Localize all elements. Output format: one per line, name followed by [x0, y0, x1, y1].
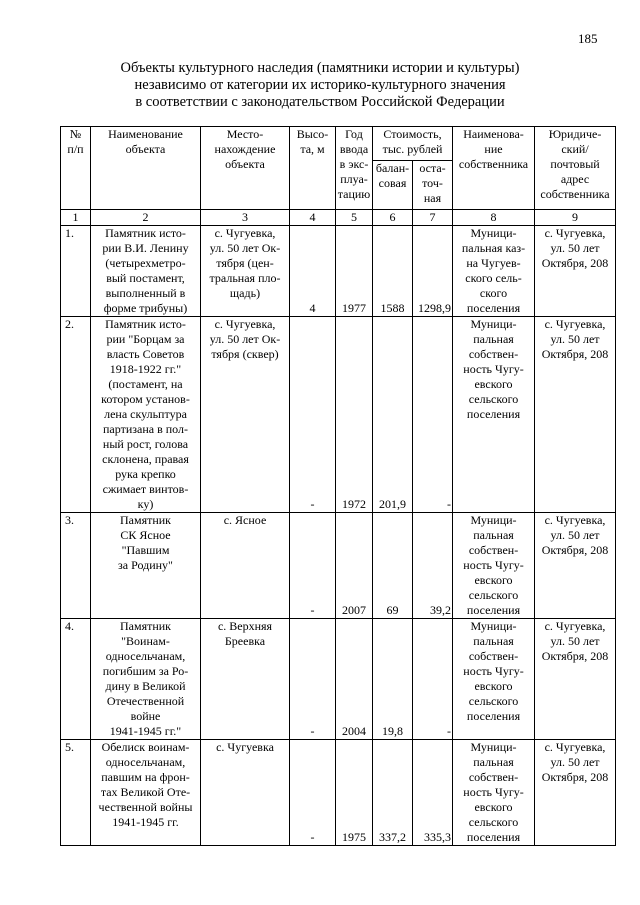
- balance-cost: 1588: [373, 226, 413, 317]
- object-location-line: с. Чугуевка,: [214, 317, 276, 331]
- owner-address-line: с. Чугуевка,: [544, 513, 606, 527]
- owner-address-line: Октября, 208: [541, 347, 609, 361]
- column-number: 4: [290, 210, 336, 226]
- balance-cost: 19,8: [373, 619, 413, 740]
- row-number: 5.: [61, 740, 91, 846]
- owner-name-line: ность Чугу-: [463, 785, 524, 799]
- object-location-line: тября (цен-: [216, 256, 274, 270]
- residual-cost: -: [413, 619, 453, 740]
- document-title: [0, 60, 640, 111]
- owner-name-line: поселения: [466, 301, 521, 315]
- owner-name-line: Муници-: [470, 513, 517, 527]
- object-location-line: тральная пло-: [209, 271, 281, 285]
- owner-name-line: пальная: [473, 634, 514, 648]
- table-row: [61, 226, 616, 317]
- commission-year: 1972: [336, 317, 373, 513]
- table-row: [61, 317, 616, 513]
- owner-address-line: ул. 50 лет: [550, 755, 600, 769]
- object-height: -: [290, 740, 336, 846]
- object-name: [91, 619, 201, 740]
- object-location-line: щадь): [229, 286, 261, 300]
- owner-name: [453, 317, 535, 513]
- owner-address-line: Октября, 208: [541, 256, 609, 270]
- object-name: [91, 513, 201, 619]
- object-name-line: рии "Борцам за: [106, 332, 185, 346]
- column-number: 2: [91, 210, 201, 226]
- row-number: 4.: [61, 619, 91, 740]
- object-name-line: погибшим за Ро-: [102, 664, 189, 678]
- owner-address-line: Октября, 208: [541, 770, 609, 784]
- column-number: 8: [453, 210, 535, 226]
- object-location: [201, 226, 290, 317]
- owner-address-line: ул. 50 лет: [550, 241, 600, 255]
- owner-address-line: Октября, 208: [541, 649, 609, 663]
- object-name-line: склонена, правая: [102, 452, 189, 466]
- owner-name-line: поселения: [466, 830, 521, 844]
- object-name: [91, 317, 201, 513]
- header-cost: Стоимость, тыс. рублей: [373, 127, 453, 161]
- object-name-line: 1941-1945 гг.: [112, 815, 179, 829]
- object-name-line: вый постамент,: [106, 271, 185, 285]
- owner-name-line: поселения: [466, 709, 521, 723]
- object-name-line: 1941-1945 гг.": [109, 724, 182, 738]
- owner-address-line: с. Чугуевка,: [544, 317, 606, 331]
- owner-address: [535, 619, 616, 740]
- object-name-line: выполненный в: [105, 286, 186, 300]
- owner-address-line: с. Чугуевка,: [544, 740, 606, 754]
- object-height: -: [290, 513, 336, 619]
- column-number: 5: [336, 210, 373, 226]
- owner-name: [453, 740, 535, 846]
- object-name-line: рии В.И. Ленину: [102, 241, 189, 255]
- row-number: 2.: [61, 317, 91, 513]
- object-name-line: войне: [130, 709, 161, 723]
- column-number: 7: [413, 210, 453, 226]
- title-line: независимо от категории их историко-культурного значения: [134, 77, 506, 93]
- owner-name-line: сельского: [468, 694, 519, 708]
- title-line: Объекты культурного наследия (памятники истории и культуры): [120, 60, 520, 76]
- object-location: [201, 619, 290, 740]
- residual-cost: 1298,9: [413, 226, 453, 317]
- column-number: 9: [535, 210, 616, 226]
- column-number: 3: [201, 210, 290, 226]
- object-name-line: Памятник: [119, 619, 172, 633]
- object-name-line: односельчанам,: [105, 755, 186, 769]
- owner-address-line: ул. 50 лет: [550, 332, 600, 346]
- object-name-line: котором установ-: [101, 392, 190, 406]
- object-name-line: сжимает винтов-: [102, 482, 189, 496]
- owner-name-line: евского: [474, 573, 513, 587]
- owner-name-line: ность Чугу-: [463, 558, 524, 572]
- object-name-line: "Воинам-: [121, 634, 170, 648]
- commission-year: 1975: [336, 740, 373, 846]
- object-name-line: рука крепко: [115, 467, 176, 481]
- object-location-line: ул. 50 лет Ок-: [209, 241, 281, 255]
- owner-name-line: Муници-: [470, 226, 517, 240]
- header-height: Высо- та, м: [290, 127, 336, 210]
- balance-cost: 201,9: [373, 317, 413, 513]
- object-name-line: (четырехметро-: [105, 256, 186, 270]
- owner-address-line: ул. 50 лет: [550, 528, 600, 542]
- owner-name-line: Муници-: [470, 317, 517, 331]
- owner-name-line: собствен-: [468, 347, 519, 361]
- object-name: [91, 740, 201, 846]
- owner-address: [535, 740, 616, 846]
- owner-name-line: пальная: [473, 755, 514, 769]
- residual-cost: 335,3: [413, 740, 453, 846]
- object-name-line: ный рост, голова: [102, 437, 189, 451]
- object-height: -: [290, 619, 336, 740]
- header-residual: оста- точ- ная: [413, 161, 453, 210]
- header-location: Место- нахождение объекта: [201, 127, 290, 210]
- residual-cost: -: [413, 317, 453, 513]
- owner-name-line: ность Чугу-: [463, 664, 524, 678]
- commission-year: 2004: [336, 619, 373, 740]
- object-name-line: за Родину": [118, 558, 173, 572]
- object-name-line: Памятник исто-: [105, 226, 186, 240]
- owner-address-line: с. Чугуевка,: [544, 619, 606, 633]
- header-num: № п/п: [61, 127, 91, 210]
- object-name-line: Памятник: [119, 513, 172, 527]
- page-number: 185: [578, 31, 598, 46]
- owner-name-line: Муници-: [470, 619, 517, 633]
- object-name-line: чественной войны: [98, 800, 193, 814]
- object-height: 4: [290, 226, 336, 317]
- object-location-line: тября (сквер): [211, 347, 279, 361]
- owner-address-line: ул. 50 лет: [550, 634, 600, 648]
- owner-name-line: сельского: [468, 588, 519, 602]
- header-name: Наименование объекта: [91, 127, 201, 210]
- object-name-line: односельчанам,: [105, 649, 186, 663]
- owner-name: [453, 226, 535, 317]
- header-year: Год ввода в экс- плуа- тацию: [336, 127, 373, 210]
- object-name-line: форме трибуны): [103, 301, 188, 315]
- object-name-line: (постамент, на: [108, 377, 183, 391]
- owner-address: [535, 226, 616, 317]
- object-name-line: Памятник исто-: [105, 317, 186, 331]
- object-location-line: Бреевка: [224, 634, 266, 648]
- owner-name-line: собствен-: [468, 649, 519, 663]
- commission-year: 1977: [336, 226, 373, 317]
- heritage-table: [60, 126, 616, 846]
- commission-year: 2007: [336, 513, 373, 619]
- object-name-line: Обелиск воинам-: [101, 740, 190, 754]
- object-name-line: 1918-1922 гг.": [109, 362, 182, 376]
- object-location: [201, 740, 290, 846]
- owner-name-line: сельского: [468, 815, 519, 829]
- header-balance: балан- совая: [373, 161, 413, 210]
- object-name-line: власть Советов: [106, 347, 185, 361]
- object-name-line: лена скульптура: [104, 407, 187, 421]
- column-number-row: [61, 210, 616, 226]
- object-location: [201, 317, 290, 513]
- object-location-line: с. Ясное: [223, 513, 267, 527]
- balance-cost: 69: [373, 513, 413, 619]
- table-row: [61, 513, 616, 619]
- object-height: -: [290, 317, 336, 513]
- residual-cost: 39,2: [413, 513, 453, 619]
- header-address: Юридиче- ский/ почтовый адрес собственника: [535, 127, 616, 210]
- object-name-line: партизана в пол-: [103, 422, 188, 436]
- owner-address-line: с. Чугуевка,: [544, 226, 606, 240]
- object-name: [91, 226, 201, 317]
- owner-name-line: пальная: [473, 528, 514, 542]
- object-name-line: павшим на фрон-: [101, 770, 190, 784]
- owner-name: [453, 619, 535, 740]
- owner-name-line: Муници-: [470, 740, 517, 754]
- owner-name-line: пальная: [473, 332, 514, 346]
- owner-name-line: ского: [479, 286, 508, 300]
- title-line: в соответствии с законодательством Российской Федерации: [135, 94, 505, 110]
- owner-name-line: евского: [474, 377, 513, 391]
- owner-name-line: сельского: [468, 392, 519, 406]
- owner-name-line: ность Чугу-: [463, 362, 524, 376]
- owner-name-line: поселения: [466, 603, 521, 617]
- object-name-line: ку): [137, 497, 154, 511]
- object-location-line: ул. 50 лет Ок-: [209, 332, 281, 346]
- owner-name-line: евского: [474, 679, 513, 693]
- owner-name: [453, 513, 535, 619]
- object-name-line: Отечественной: [106, 694, 185, 708]
- row-number: 1.: [61, 226, 91, 317]
- row-number: 3.: [61, 513, 91, 619]
- column-number: 1: [61, 210, 91, 226]
- object-name-line: тах Великой Оте-: [100, 785, 191, 799]
- owner-name-line: пальная каз-: [461, 241, 526, 255]
- table-row: [61, 740, 616, 846]
- owner-address-line: Октября, 208: [541, 543, 609, 557]
- object-location: [201, 513, 290, 619]
- owner-address: [535, 513, 616, 619]
- column-number: 6: [373, 210, 413, 226]
- object-name-line: дину в Великой: [105, 679, 186, 693]
- object-name-line: "Павшим: [121, 543, 170, 557]
- owner-name-line: на Чугуев-: [466, 256, 521, 270]
- object-name-line: СК Ясное: [120, 528, 171, 542]
- header-owner: Наименова- ние собственника: [453, 127, 535, 210]
- owner-name-line: поселения: [466, 407, 521, 421]
- object-location-line: с. Верхняя: [217, 619, 273, 633]
- owner-address: [535, 317, 616, 513]
- object-location-line: с. Чугуевка: [216, 740, 274, 754]
- owner-name-line: ского сель-: [465, 271, 522, 285]
- owner-name-line: собствен-: [468, 770, 519, 784]
- balance-cost: 337,2: [373, 740, 413, 846]
- object-location-line: с. Чугуевка,: [214, 226, 276, 240]
- owner-name-line: евского: [474, 800, 513, 814]
- owner-name-line: собствен-: [468, 543, 519, 557]
- table-row: [61, 619, 616, 740]
